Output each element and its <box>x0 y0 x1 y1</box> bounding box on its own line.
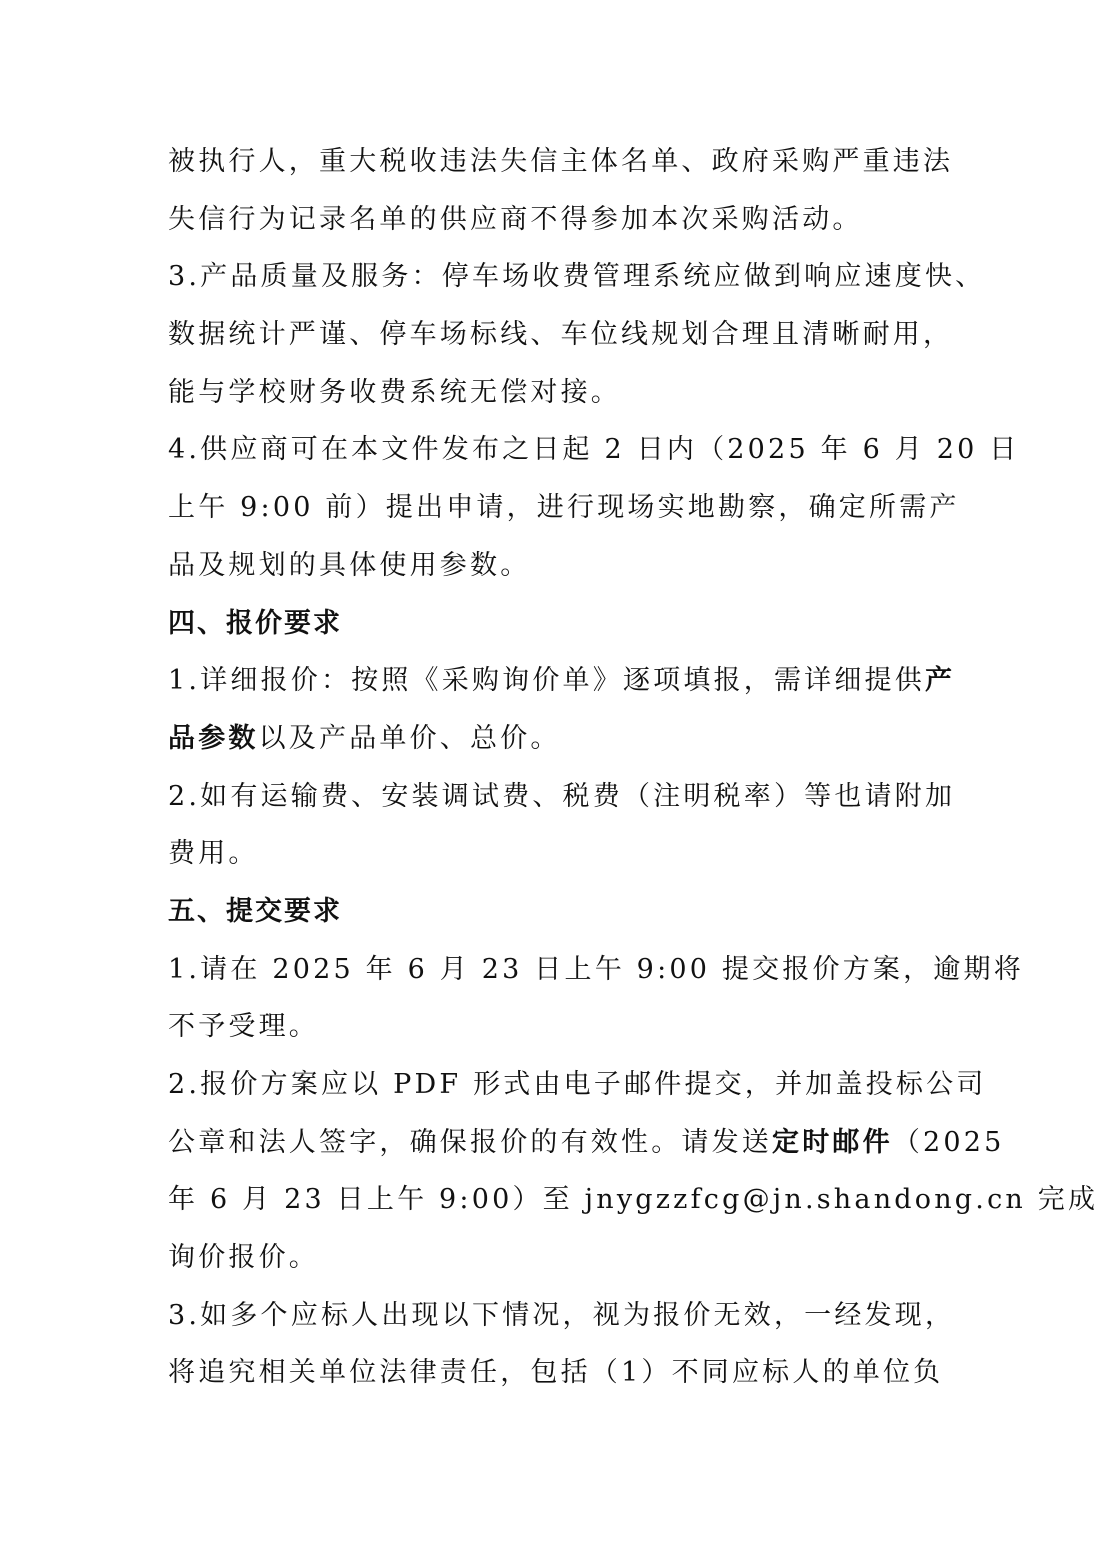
section-heading-submission-requirements: 五、提交要求 <box>168 895 342 927</box>
paragraph-line: 4.供应商可在本文件发布之日起 2 日内（2025 年 6 月 20 日 <box>168 434 1020 466</box>
paragraph-line: 3.如多个应标人出现以下情况，视为报价无效，一经发现， <box>168 1299 956 1331</box>
paragraph-line <box>168 710 968 768</box>
bold-text: 定时邮件 <box>772 1126 893 1158</box>
line-text: 公章和法人签字，确保报价的有效性。请发送 <box>168 1126 772 1158</box>
paragraph-line: 将追究相关单位法律责任，包括（1）不同应标人的单位负 <box>168 1357 944 1389</box>
paragraph-line: 询价报价。 <box>168 1242 319 1274</box>
document-body <box>168 133 1099 1402</box>
paragraph-line: 品及规划的具体使用参数。 <box>168 549 531 581</box>
paragraph-line-email: 年 6 月 23 日上午 9:00）至 jnygzzfcg@jn.shandong.cn 完成 <box>168 1184 1099 1216</box>
paragraph-line: 数据统计严谨、停车场标线、车位线规划合理且清晰耐用， <box>168 319 954 351</box>
paragraph-line: 上午 9:00 前）提出申请，进行现场实地勘察，确定所需产 <box>168 492 960 524</box>
paragraph-line: 费用。 <box>168 838 259 870</box>
paragraph-line: 3.产品质量及服务：停车场收费管理系统应做到响应速度快、 <box>168 261 986 293</box>
paragraph-line <box>168 1114 1005 1172</box>
bold-text: 品参数 <box>168 722 259 754</box>
line-text: （2025 <box>892 1126 1005 1158</box>
bold-text: 产 <box>924 665 956 697</box>
paragraph-line: 1.请在 2025 年 6 月 23 日上午 9:00 提交报价方案，逾期将 <box>168 953 1024 985</box>
paragraph-line: 失信行为记录名单的供应商不得参加本次采购活动。 <box>168 203 863 235</box>
paragraph-line: 不予受理。 <box>168 1011 319 1043</box>
line-text: 1.详细报价：按照《采购询价单》逐项填报，需详细提供 <box>168 665 925 697</box>
paragraph-line: 被执行人，重大税收违法失信主体名单、政府采购严重违法 <box>168 146 954 177</box>
paragraph-line <box>168 652 968 710</box>
section-heading-quote-requirements: 四、报价要求 <box>168 607 342 639</box>
paragraph-line: 2.如有运输费、安装调试费、税费（注明税率）等也请附加 <box>168 780 956 812</box>
line-text: 以及产品单价、总价。 <box>258 722 561 754</box>
paragraph-line: 能与学校财务收费系统无偿对接。 <box>168 376 621 408</box>
paragraph-line: 2.报价方案应以 PDF 形式由电子邮件提交，并加盖投标公司 <box>168 1069 987 1100</box>
